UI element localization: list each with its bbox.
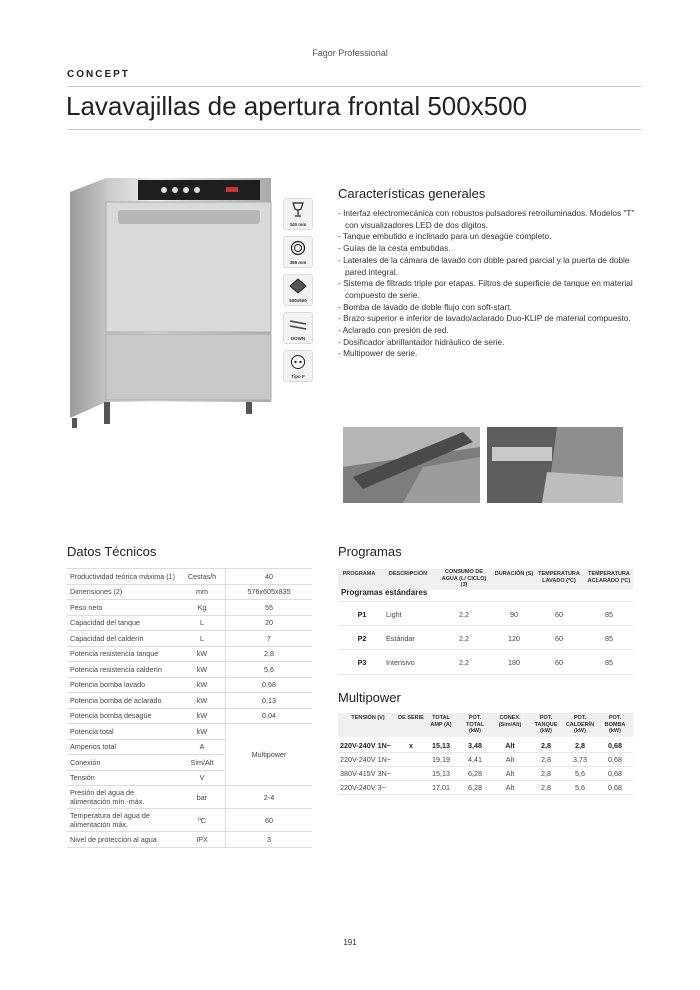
- wash-arm-photo: [343, 427, 480, 503]
- series-label: CONCEPT: [67, 69, 130, 80]
- programs-subheader: Programas estándares: [341, 588, 428, 597]
- column-header: TENSIÓN (V): [351, 715, 385, 721]
- multipower-header: [338, 713, 633, 737]
- list-item: - Dosificador abrillantador hidráulico de serie.: [338, 336, 505, 347]
- table-row: Capacidad del calderín L 7: [67, 631, 312, 647]
- basket-size-icon: 500x500: [283, 274, 313, 306]
- table-row: Potencia bomba desagüe kW 0,04: [67, 708, 312, 724]
- programs-title: Programas: [338, 544, 402, 559]
- multipower-title: Multipower: [338, 690, 401, 705]
- dishwasher-product-image: [66, 170, 276, 430]
- feature-icons: [283, 198, 313, 388]
- glass-height-icon: 340 mm: [283, 198, 313, 230]
- list-item: - Brazo superior e inferior de lavado/aclarado Duo-KLIP de material compuesto.: [338, 313, 631, 324]
- page-title: Lavavajillas de apertura frontal 500x500: [66, 91, 528, 121]
- divider: [67, 86, 642, 87]
- page-number: 191: [343, 938, 357, 947]
- plug-type-f-icon: Tipo F: [283, 350, 313, 382]
- table-row: Dimensiones (2) mm 576x605x835: [67, 584, 312, 600]
- column-header: TEMPERATURA LAVADO (ºC): [538, 571, 580, 584]
- dosing-icon: DOWN: [283, 312, 313, 344]
- table-row: Potencia bomba lavado kW 0,68: [67, 677, 312, 693]
- table-row: Tensión V: [67, 770, 312, 786]
- divider: [67, 129, 642, 130]
- plate-height-icon: 385 mm: [283, 236, 313, 268]
- table-row: Presión del agua de alimentación mín.-máx. bar 2-4: [67, 786, 312, 809]
- table-row: P3 Intensivo 2,2 180 60 85: [338, 649, 633, 675]
- column-header: POT. TOTAL (kW): [466, 715, 484, 734]
- column-header: POT. BOMBA (kW): [604, 715, 626, 734]
- column-header: DESCRIPCIÓN: [388, 571, 428, 577]
- table-row: Potencia resistencia tanque kW 2,8: [67, 646, 312, 662]
- general-features-title: Características generales: [338, 186, 486, 201]
- column-header: TEMPERATURA ACLARADO (ºC): [587, 571, 631, 584]
- column-header: CONEX. (Sim/Alt): [498, 715, 522, 728]
- brand-header: Fagor Professional: [312, 48, 388, 58]
- column-header: CONSUMO DE AGUA (L/ CICLO) (3): [441, 569, 487, 588]
- table-row: Potencia bomba de aclarado kW 0,13: [67, 693, 312, 709]
- technical-data-title: Datos Técnicos: [67, 544, 157, 559]
- list-item: - Sistema de filtrado triple por etapas. Filtros de superficie de tanque en material compuesto de serie.: [338, 278, 633, 300]
- list-item: - Interfaz electromecánica con robustos pulsadores retroiluminados. Modelos "T" con visualizadores LED de dos dígitos.: [338, 208, 635, 230]
- list-item: - Guías de la cesta embutidas.: [338, 243, 451, 254]
- table-row: Conexión Sim/Alt: [67, 755, 312, 771]
- column-header: POT. TANQUE (kW): [534, 715, 558, 734]
- table-row: 380V-415V 3N~ 15,13 6,28 Alt 2,8 5,6 0,68: [338, 766, 633, 781]
- column-header: PROGRAMA: [342, 571, 376, 577]
- table-row: Amperios total A: [67, 739, 312, 755]
- column-header: DURACIÓN (S): [494, 571, 534, 577]
- list-item: - Aclarado con presión de red.: [338, 325, 449, 336]
- table-row: Nivel de protección al agua IPX 3: [67, 832, 312, 848]
- table-row: P2 Estándar 2,2 120 60 85: [338, 625, 633, 650]
- filter-photo: [487, 427, 623, 503]
- table-row: Potencia resistencia calderín kW 5,6: [67, 662, 312, 678]
- list-item: - Tanque embutido e inclinado para un desagüe completo.: [338, 231, 552, 242]
- table-row: Temperatura del agua de alimentación máx. ºC 60: [67, 809, 312, 832]
- table-row: P1 Light 2,2 90 60 85: [338, 601, 633, 626]
- table-row: Potencia total kW Multipower: [67, 724, 312, 740]
- table-row: 220V-240V 1N~ 19,19 4,41 Alt 2,8 3,73 0,68: [338, 752, 633, 767]
- table-row: 220V-240V 1N~ x 15,13 3,48 Alt 2,8 2,8 0,68: [338, 738, 633, 753]
- table-row: Peso neto Kg 55: [67, 600, 312, 616]
- column-header: DE SERIE: [398, 715, 424, 721]
- column-header: POT. CALDERÍN (kW): [565, 715, 595, 734]
- list-item: - Bomba de lavado de doble flujo con soft-start.: [338, 301, 512, 312]
- list-item: - Laterales de la cámara de lavado con doble pared parcial y la puerta de doble pared integral.: [338, 254, 630, 277]
- programs-header: [338, 569, 633, 590]
- table-row: 220V-240V 3~ 17,01 6,28 Alt 2,8 5,6 0,68: [338, 780, 633, 795]
- technical-data-table: [67, 568, 312, 848]
- column-header: TOTAL AMP (A): [430, 715, 452, 728]
- table-row: Capacidad del tanque L 20: [67, 615, 312, 631]
- table-row: Productividad teórica máxima (1) Cestas/h 40: [67, 569, 312, 585]
- general-features-list: [338, 208, 638, 360]
- list-item: - Multipower de serie.: [338, 348, 418, 359]
